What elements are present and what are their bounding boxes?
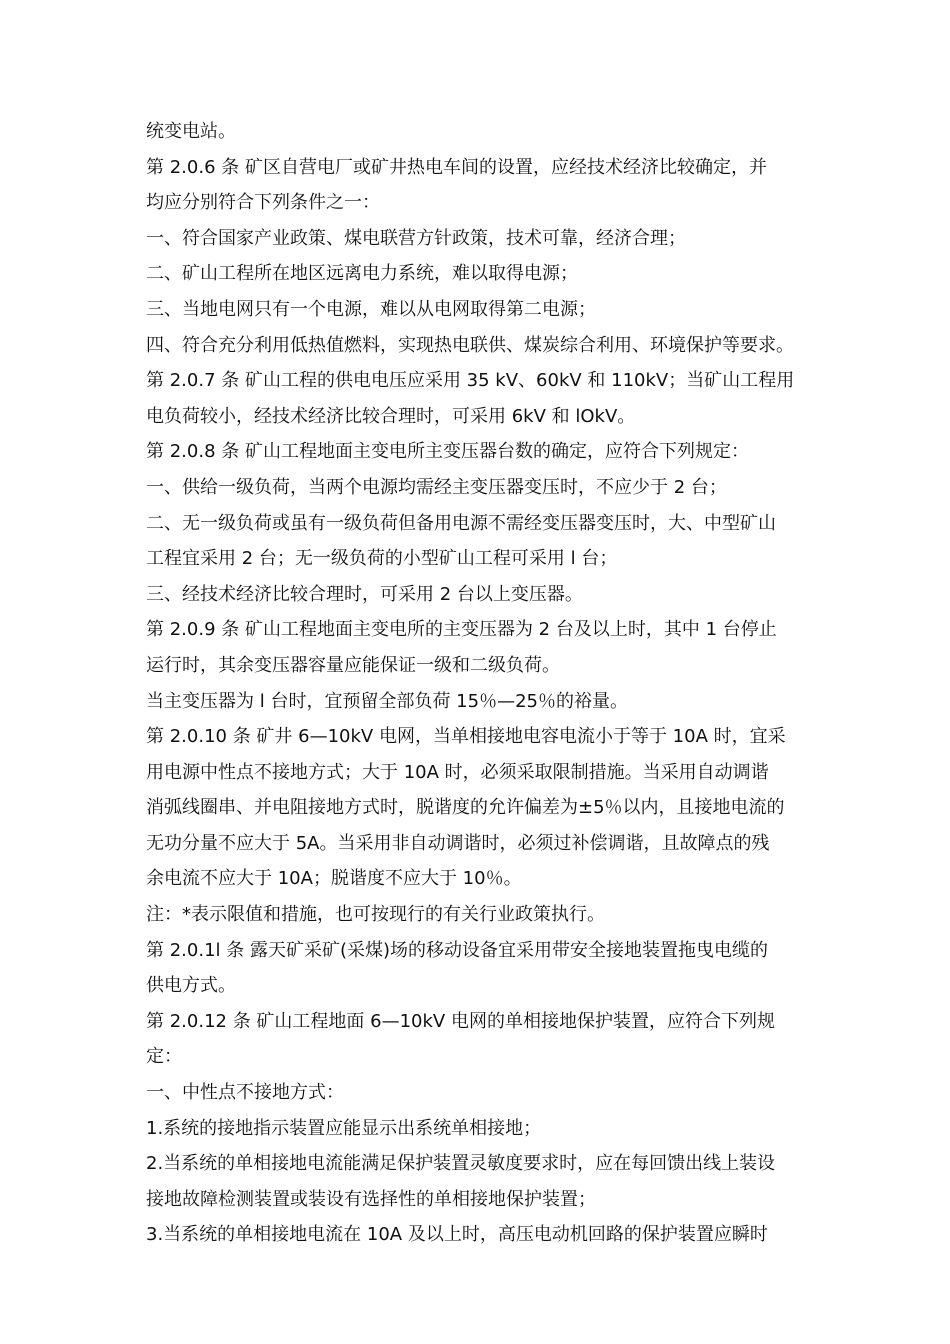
text-line: 二、无一级负荷或虽有一级负荷但备用电源不需经变压器变压时，大、中型矿山 xyxy=(146,512,776,534)
text-line: 用电源中性点不接地方式；大于 10A 时，必须采取限制措施。当采用自动调谐 xyxy=(146,761,769,783)
text-line: 二、矿山工程所在地区远离电力系统，难以取得电源； xyxy=(146,263,578,285)
text-line: 工程宜采用 2 台；无一级负荷的小型矿山工程可采用 l 台； xyxy=(146,548,618,570)
text-line: 第 2.0.10 条 矿井 6—10kV 电网，当单相接地电容电流小于等于 10A 时，宜采 xyxy=(146,726,786,748)
text-line: 无功分量不应大于 5A。当采用非自动调谐时，必须过补偿调谐，且故障点的残 xyxy=(146,832,770,854)
text-line: 注：*表示限值和措施，也可按现行的有关行业政策执行。 xyxy=(146,904,605,926)
text-line: 均应分别符合下列条件之一： xyxy=(146,192,380,214)
text-line: 余电流不应大于 10A；脱谐度不应大于 10％。 xyxy=(146,868,522,890)
text-line: 第 2.0.8 条 矿山工程地面主变电所主变压器台数的确定，应符合下列规定： xyxy=(146,441,749,463)
text-line: 消弧线圈串、并电阻接地方式时，脱谐度的允许偏差为±5％以内，且接地电流的 xyxy=(146,797,785,819)
text-line: 定： xyxy=(146,1046,182,1068)
text-line: 三、经技术经济比较合理时，可采用 2 台以上变压器。 xyxy=(146,583,583,605)
text-line: 当主变压器为 l 台时，宜预留全部负荷 15％—25％的裕量。 xyxy=(146,690,628,712)
text-line: 四、符合充分利用低热值燃料，实现热电联供、煤炭综合利用、环境保护等要求。 xyxy=(146,334,794,356)
text-line: 一、中性点不接地方式： xyxy=(146,1082,344,1104)
text-line: 3.当系统的单相接地电流在 10A 及以上时，高压电动机回路的保护装置应瞬时 xyxy=(146,1224,768,1246)
text-line: 电负荷较小，经技术经济比较合理时，可采用 6kV 和 lOkV。 xyxy=(146,405,636,427)
text-line: 第 2.0.1l 条 露天矿采矿(采煤)场的移动设备宜采用带安全接地装置拖曳电缆的 xyxy=(146,939,769,961)
text-line: 2.当系统的单相接地电流能满足保护装置灵敏度要求时，应在每回馈出线上装设 xyxy=(146,1153,776,1175)
text-line: 第 2.0.7 条 矿山工程的供电电压应采用 35 kV、60kV 和 110kV；当矿山工程用 xyxy=(146,370,795,392)
text-line: 一、符合国家产业政策、煤电联营方针政策，技术可靠，经济合理； xyxy=(146,227,686,249)
text-line: 第 2.0.6 条 矿区自营电厂或矿井热电车间的设置，应经技术经济比较确定，并 xyxy=(146,156,767,178)
text-line: 1.系统的接地指示装置应能显示出系统单相接地； xyxy=(146,1117,542,1139)
text-line: 三、当地电网只有一个电源，难以从电网取得第二电源； xyxy=(146,298,596,320)
text-line: 运行时，其余变压器容量应能保证一级和二级负荷。 xyxy=(146,654,560,676)
text-line: 统变电站。 xyxy=(146,121,236,142)
text-line: 第 2.0.9 条 矿山工程地面主变电所的主变压器为 2 台及以上时，其中 1 台停止 xyxy=(146,619,777,641)
text-line: 一、供给一级负荷，当两个电源均需经主变压器变压时，不应少于 2 台； xyxy=(146,476,727,498)
text-line: 第 2.0.12 条 矿山工程地面 6—10kV 电网的单相接地保护装置，应符合下列规 xyxy=(146,1010,775,1032)
document-body xyxy=(146,114,810,1253)
text-line: 接地故障检测装置或装设有选择性的单相接地保护装置； xyxy=(146,1188,596,1210)
text-line: 供电方式。 xyxy=(146,975,236,997)
